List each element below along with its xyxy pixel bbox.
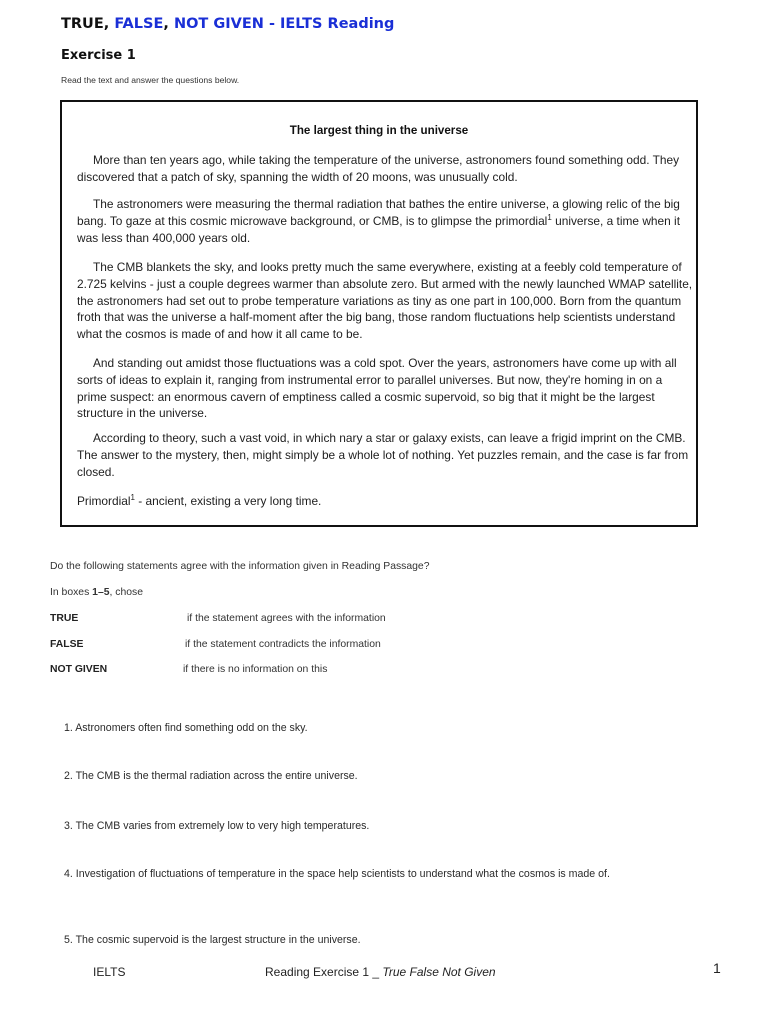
title-not-given: NOT GIVEN - IELTS Reading: [173, 16, 395, 32]
title-false: FALSE: [114, 16, 164, 32]
statement-2: 2. The CMB is the thermal radiation across the entire universe.: [64, 770, 358, 782]
passage-paragraph: [77, 196, 693, 246]
footnote-term: Primordial: [77, 494, 131, 508]
questions-intro: Do the following statements agree with the information given in Reading Passage?: [50, 561, 430, 572]
title-comma: ,: [163, 16, 174, 32]
document-title: [61, 16, 394, 32]
page-number: 1: [713, 960, 721, 976]
exercise-heading: Exercise 1: [61, 48, 136, 63]
instructions-text: Read the text and answer the questions below.: [61, 75, 240, 85]
footnote-definition: - ancient, existing a very long time.: [134, 494, 322, 508]
reading-passage-box: [60, 100, 698, 527]
footnote: [77, 494, 321, 508]
footnote-marker: 1: [130, 493, 135, 503]
boxes-prefix: In boxes: [50, 587, 93, 598]
paragraph-text: According to theory, such a vast void, in which nary a star or galaxy exists, can leave a frigid imprint on the CMB. The answer to the mystery, then, might simply be a whole lot of nothing. Yet puzzles remain, and the case is far from closed.: [77, 431, 689, 479]
questions-boxes-instruction: [50, 587, 143, 598]
passage-paragraph: [77, 430, 693, 480]
statement-3: 3. The CMB varies from extremely low to very high temperatures.: [64, 820, 370, 832]
paragraph-text: The astronomers were measuring the thermal radiation that bathes the entire universe, a glowing relic of the big bang. To gaze at this cosmic microwave background, or CMB, is to glimpse the primordial: [77, 197, 680, 228]
boxes-suffix: , chose: [109, 587, 144, 598]
paragraph-text: universe, a time when it was less than 400,000 years old.: [77, 213, 681, 245]
title-comma: ,: [103, 16, 115, 32]
legend-term-false: FALSE: [50, 639, 84, 650]
passage-paragraph: [77, 152, 693, 186]
paragraph-text: More than ten years ago, while taking the temperature of the universe, astronomers found something odd. They discovered that a patch of sky, spanning the width of 20 moons, was unusually cold.: [77, 153, 680, 184]
footnote-marker: 1: [547, 212, 552, 222]
passage-paragraph: [77, 259, 693, 343]
statement-5: 5. The cosmic supervoid is the largest structure in the universe.: [64, 934, 361, 946]
statement-4: 4. Investigation of fluctuations of temperature in the space help scientists to understand what the cosmos is made of.: [64, 868, 610, 880]
legend-definition-false: if the statement contradicts the information: [185, 639, 381, 650]
footer-center-text: Reading Exercise 1 _: [265, 965, 383, 979]
passage-paragraph: [77, 355, 693, 422]
title-true: TRUE: [61, 16, 104, 32]
passage-title: The largest thing in the universe: [289, 124, 469, 137]
legend-definition-not-given: if there is no information on this: [183, 664, 328, 675]
legend-term-not-given: NOT GIVEN: [50, 664, 108, 675]
boxes-range: 1–5: [92, 587, 110, 598]
legend-definition-true: if the statement agrees with the information: [187, 613, 386, 624]
footer-center-italic: True False Not Given: [382, 965, 496, 979]
paragraph-text: And standing out amidst those fluctuations was a cold spot. Over the years, astronomers have come up with all sorts of ideas to explain it, ranging from instrumental error to parallel universes. But now, they're homing in on a prime suspect: an enormous cavern of emptiness called a cosmic supervoid, so big that it might be the largest structure in the universe.: [77, 356, 677, 421]
paragraph-text: The CMB blankets the sky, and looks pretty much the same everywhere, existing at a feebly cold temperature of 2.725 kelvins - just a couple degrees warmer than absolute zero. But armed with the newly launched WMAP satellite, the astronomers had set out to probe temperature variations as tiny as one part in 100,000. Born from the quantum froth that was the universe a half-moment after the big bang, those random fluctuations help scientists understand what the cosmos is made of and how it all came to be.: [77, 260, 693, 342]
footer-center: [265, 965, 496, 979]
statement-1: 1. Astronomers often find something odd on the sky.: [64, 722, 308, 734]
legend-term-true: TRUE: [50, 613, 79, 624]
footer-left: IELTS: [93, 965, 126, 979]
